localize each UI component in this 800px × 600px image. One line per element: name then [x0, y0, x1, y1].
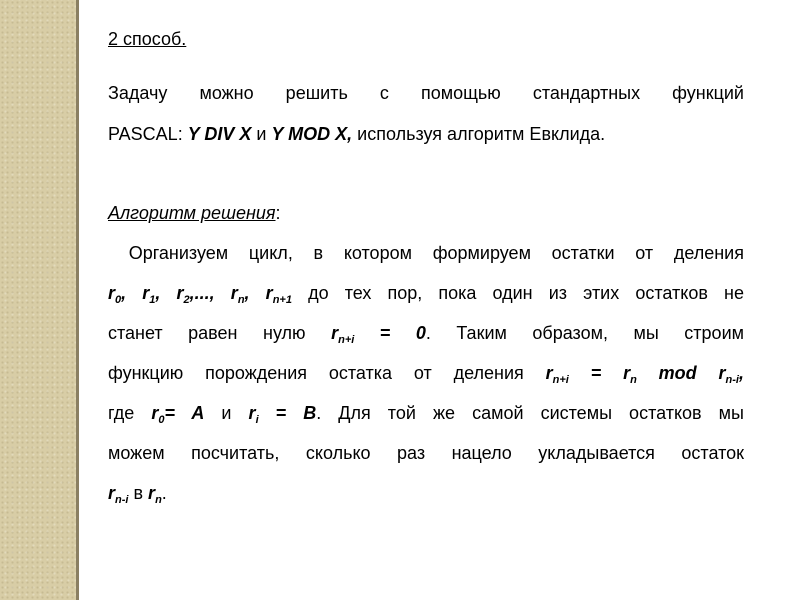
intro-line-1: Задачу можно решить с помощью стандартных функций: [108, 83, 744, 103]
algorithm-line-2: [108, 273, 744, 313]
intro-text-euclid: используя алгоритм Евклида.: [352, 124, 606, 144]
mod-expression: Y MOD X,: [271, 124, 353, 144]
decorative-side-band: [0, 0, 76, 600]
algorithm-heading: [108, 193, 744, 233]
algorithm-line-1: Организуем цикл, в котором формируем остатки от деления: [108, 243, 744, 263]
initial-ri: $r_i = B$: [248, 403, 317, 426]
remainder-rn: $r_n$: [148, 483, 162, 506]
remainder-rni: $r_{n-i}$: [108, 483, 129, 506]
heading: 2 способ.: [108, 29, 187, 49]
intro-line-2: [108, 114, 744, 154]
algorithm-line-7: $r_{n-i}$ в $r_n$.: [108, 483, 167, 506]
algorithm-line-6: можем посчитать, сколько раз нацело укладывается остаток: [108, 443, 744, 463]
decorative-vertical-rule: [76, 0, 79, 600]
intro-text-pascal: PASCAL:: [108, 124, 188, 144]
zero-condition: $r_{n+i} = 0$: [331, 323, 426, 346]
algorithm-label: Алгоритм решения: [108, 203, 276, 223]
algorithm-line-5: где $r_0= A$ и $r_i = B$. Для той же самой системы остатков мы: [108, 403, 744, 426]
initial-r0: $r_0= A$: [151, 403, 205, 426]
div-expression: Y DIV X: [187, 124, 252, 144]
algorithm-line-3: станет равен нулю $r_{n+i} = 0$. Таким образом, мы строим: [108, 323, 744, 346]
recurrence-formula: $r_{n+i} = r_n$ mod $r_{n-i}$,: [545, 363, 745, 386]
algorithm-colon: :: [275, 203, 281, 223]
intro-text-and: и: [251, 124, 272, 144]
remainders-list: $r_0$, $r_1$, $r_2$,..., $r_n$, $r_{n+1}$: [108, 283, 292, 306]
algorithm-line-2-text: до тех пор, пока один из этих остатков не: [291, 283, 744, 303]
algorithm-line-4: функцию порождения остатка от деления $r_{n+i} = r_n$ mod $r_{n-i}$,: [108, 363, 745, 386]
